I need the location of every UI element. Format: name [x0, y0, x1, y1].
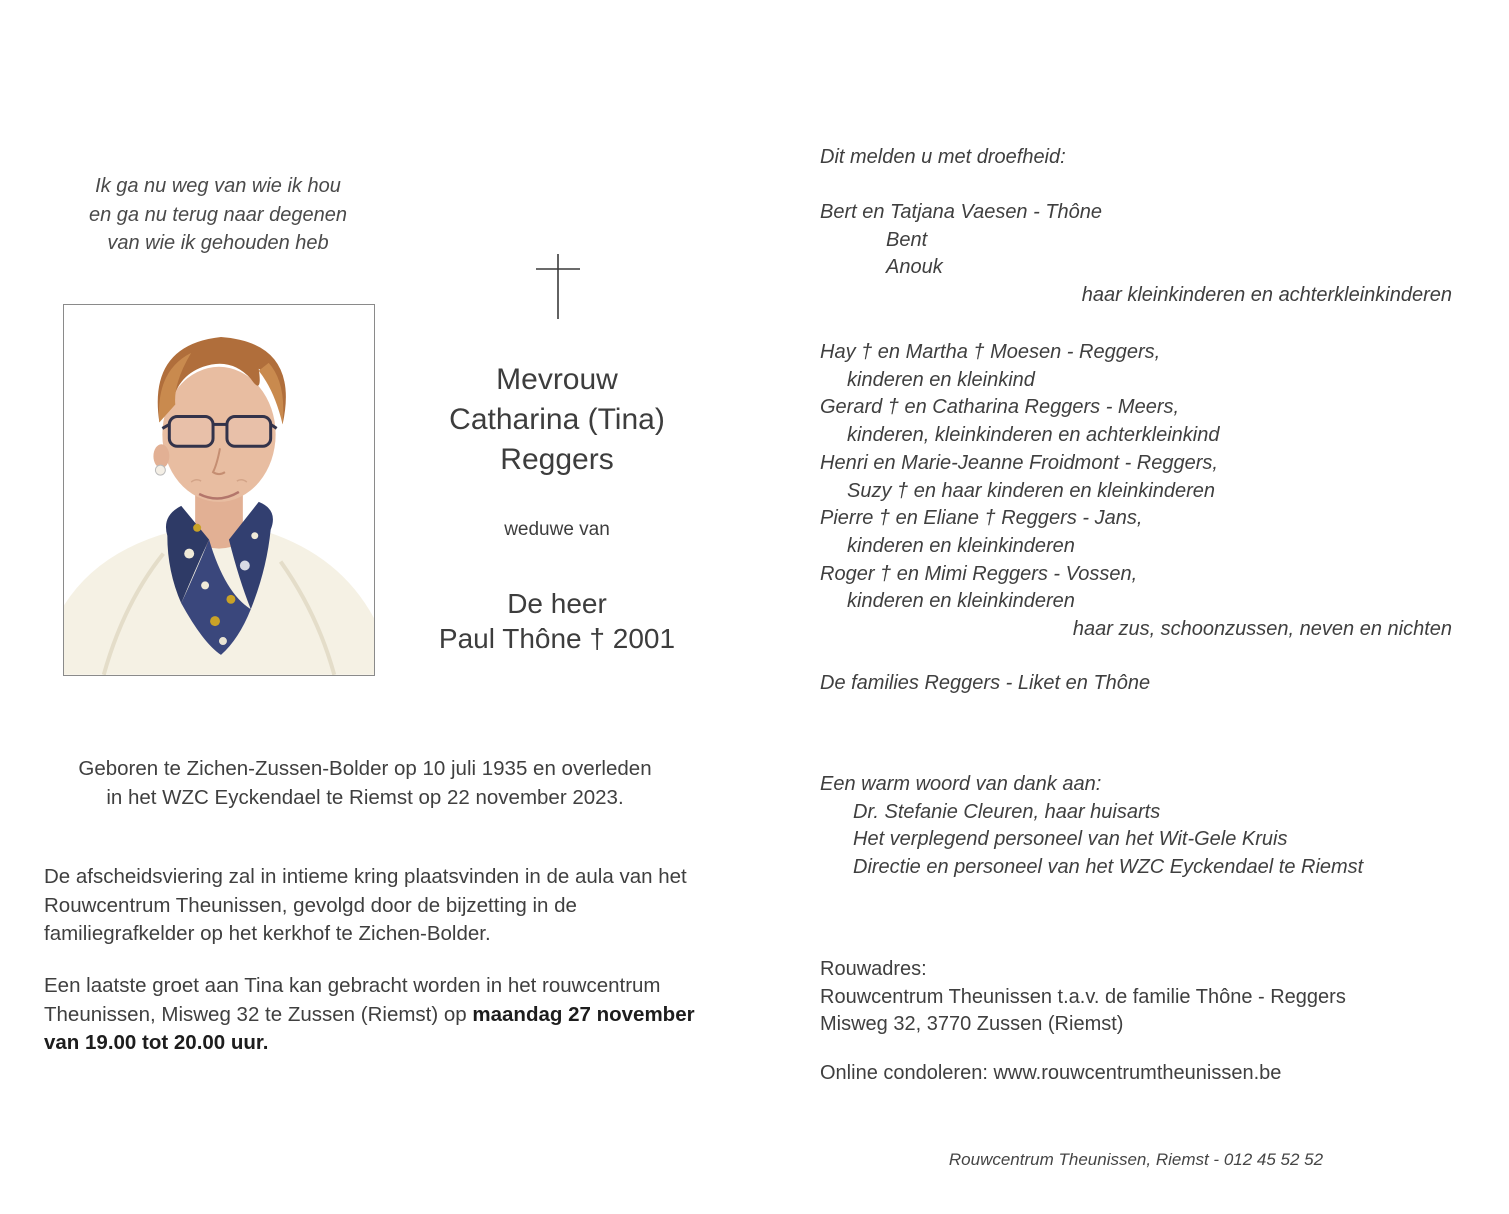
family-line: Roger † en Mimi Reggers - Vossen, [820, 562, 1138, 585]
poem [62, 172, 374, 258]
family-line: Gerard † en Catharina Reggers - Meers, [820, 396, 1180, 419]
visitation-text [44, 972, 734, 1058]
family-group-children [820, 199, 1452, 310]
salutation: Mevrouw [496, 363, 618, 396]
thanks-item: Dr. Stefanie Cleuren, haar huisarts [853, 800, 1161, 823]
visitation-bold-segment: van 19.00 tot 20.00 uur. [44, 1031, 269, 1054]
deceased-last-name: Reggers [500, 443, 614, 476]
mourning-address-heading: Rouwadres: [820, 958, 927, 980]
family-group-siblings [820, 339, 1452, 644]
spouse-name: Paul Thône † 2001 [438, 623, 676, 654]
cross-icon [535, 252, 581, 327]
family-line: haar kleinkinderen en achterkleinkinderen [1081, 284, 1452, 307]
widow-of-label: weduwe van [504, 519, 610, 540]
family-line: kinderen en kleinkinderen [847, 590, 1075, 613]
thanks-section [820, 771, 1452, 882]
portrait-illustration [64, 305, 374, 675]
service-line: De afscheidsviering zal in intieme kring plaatsvinden in de aula van het [44, 865, 687, 888]
family-line: Hay † en Martha † Moesen - Reggers, [820, 341, 1161, 363]
family-line: Bent [886, 228, 928, 251]
poem-line: en ga nu terug naar degenen [89, 203, 347, 226]
family-line: haar zus, schoonzussen, neven en nichten [1072, 618, 1452, 641]
visitation-bold-segment: maandag 27 november [472, 1002, 695, 1026]
thanks-item: Het verplegend personeel van het Wit-Gele Kruis [853, 828, 1288, 851]
portrait-photo [63, 304, 375, 676]
family-line: Anouk [886, 256, 943, 279]
family-line: Suzy † en haar kinderen en kleinkinderen [847, 479, 1216, 502]
thanks-heading: Een warm woord van dank aan: [820, 773, 1102, 795]
visitation-normal-segment: Theunissen, Misweg 32 te Zussen (Riemst) op [44, 1002, 473, 1026]
poem-line: Ik ga nu weg van wie ik hou [95, 175, 341, 197]
birth-death-line: Geboren te Zichen-Zussen-Bolder op 10 juli 1935 en overleden [78, 757, 652, 780]
funeral-home-footer: Rouwcentrum Theunissen, Riemst - 012 45 52 52 [948, 1150, 1324, 1169]
family-line: Pierre † en Eliane † Reggers - Jans, [820, 507, 1143, 530]
service-line: familiegrafkelder op het kerkhof te Zichen-Bolder. [44, 922, 491, 945]
deceased-first-name: Catharina (Tina) [449, 403, 665, 436]
spouse-block [417, 586, 697, 656]
poem-line: van wie ik gehouden heb [107, 232, 329, 254]
family-line: kinderen en kleinkind [847, 368, 1035, 391]
service-text [44, 863, 734, 949]
family-line: kinderen en kleinkinderen [847, 534, 1075, 557]
deceased-name-block [417, 360, 697, 480]
birth-death-text [40, 755, 690, 812]
birth-death-line: in het WZC Eyckendael te Riemst op 22 november 2023. [106, 785, 624, 809]
families-line: De families Reggers - Liket en Thône [820, 672, 1151, 694]
address-line: Rouwcentrum Theunissen t.a.v. de familie Thône - Reggers [820, 985, 1346, 1008]
mourning-address-section [820, 956, 1452, 1039]
spouse-salutation: De heer [507, 588, 607, 619]
visitation-line: Een laatste groet aan Tina kan gebracht worden in het rouwcentrum [44, 974, 661, 997]
family-line: kinderen, kleinkinderen en achterkleinkind [847, 424, 1220, 447]
family-line: Bert en Tatjana Vaesen - Thône [820, 201, 1103, 223]
online-condolence-text: Online condoleren: www.rouwcentrumtheunissen.be [820, 1062, 1282, 1084]
family-announcement-column [820, 0, 1452, 1214]
thanks-item: Directie en personeel van het WZC Eyckendael te Riemst [853, 856, 1364, 879]
visitation-line [44, 1001, 734, 1030]
family-line: Henri en Marie-Jeanne Froidmont - Reggers, [820, 451, 1218, 474]
service-line: Rouwcentrum Theunissen, gevolgd door de bijzetting in de [44, 893, 577, 917]
announcement-text: Dit melden u met droefheid: [820, 146, 1066, 168]
address-line: Misweg 32, 3770 Zussen (Riemst) [820, 1013, 1124, 1036]
